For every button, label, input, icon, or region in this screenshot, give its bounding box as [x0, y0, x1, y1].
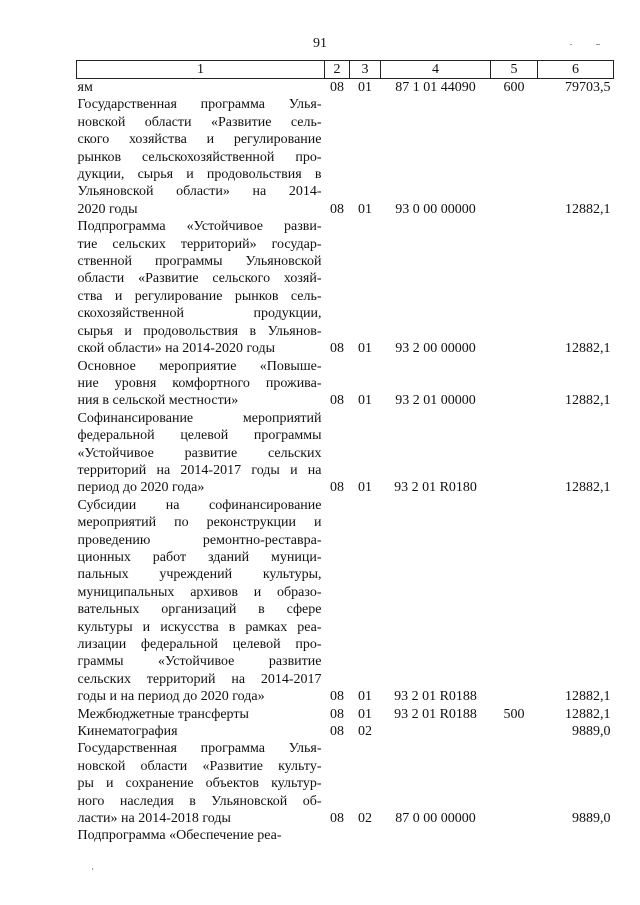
expense-type-code — [491, 740, 538, 827]
table-row — [77, 723, 614, 740]
section-code — [325, 827, 350, 844]
description-line: вательных организаций в сфере — [77, 602, 322, 618]
target-article-code — [381, 723, 491, 740]
section-code: 08 — [330, 689, 344, 705]
description-line: новской области «Развитие культу- — [77, 758, 322, 774]
target-article-code: 93 2 01 R0188 — [394, 689, 477, 705]
target-article-code: 87 0 00 00000 — [395, 811, 476, 827]
column-header-1: 1 — [77, 61, 325, 79]
description-line: культуры и искусства в рамках реа- — [77, 619, 322, 635]
description-line: Субсидии на софинансирование — [77, 497, 322, 513]
description-line: рынков сельскохозяйственной про- — [77, 149, 322, 165]
amount: 9889,0 — [572, 811, 611, 827]
target-article-code: 93 0 00 00000 — [395, 201, 476, 217]
row-description — [77, 723, 325, 740]
target-article-code: 93 2 01 R0180 — [394, 480, 477, 496]
section-code: 08 — [330, 201, 344, 217]
table-header-row — [77, 61, 614, 79]
table-row — [77, 827, 614, 844]
description-line: ласти» на 2014-2018 годы — [77, 811, 231, 827]
description-line: дукции, сырья и продовольствия в — [77, 167, 322, 183]
description-line: ры и сохранение объектов культур- — [77, 776, 322, 792]
table-row — [77, 218, 614, 357]
subsection-code: 01 — [358, 201, 372, 217]
expense-type-code — [491, 96, 538, 218]
scan-speck — [570, 44, 572, 45]
description-line: ственной программы Ульяновской — [77, 254, 322, 270]
description-line: ской области» на 2014-2020 годы — [77, 341, 275, 357]
row-description — [77, 79, 325, 97]
row-description — [77, 497, 325, 706]
target-article-code: 93 2 00 00000 — [395, 341, 476, 357]
description-line: ния в сельской местности» — [77, 393, 239, 409]
column-header-3: 3 — [350, 61, 381, 79]
section-code: 08 — [330, 341, 344, 357]
column-header-6: 6 — [538, 61, 614, 79]
subsection-code: 01 — [358, 706, 372, 722]
table-row — [77, 497, 614, 706]
description-line: период до 2020 года» — [77, 480, 205, 496]
subsection-code: 02 — [358, 811, 372, 827]
scan-speck — [596, 44, 600, 45]
table-row — [77, 358, 614, 410]
description-line: ного наследия в Ульяновской об- — [77, 793, 322, 809]
description-line: ям — [77, 80, 93, 95]
budget-table — [76, 60, 614, 845]
page-number: 91 — [313, 36, 327, 51]
amount: 12882,1 — [565, 689, 611, 705]
subsection-code: 01 — [358, 341, 372, 357]
table-row — [77, 740, 614, 827]
column-header-4: 4 — [381, 61, 491, 79]
description-line: ние уровня комфортного прожива- — [77, 375, 322, 391]
amount: 12882,1 — [565, 201, 611, 217]
column-header-5: 5 — [491, 61, 538, 79]
subsection-code: 01 — [358, 393, 372, 409]
expense-type-code — [491, 497, 538, 706]
section-code: 08 — [330, 724, 344, 740]
expense-type-code: 600 — [503, 80, 525, 95]
expense-type-code — [491, 723, 538, 740]
description-line: Основное мероприятие «Повыше- — [77, 358, 322, 374]
target-article-code: 93 2 01 R0188 — [394, 706, 477, 722]
expense-type-code: 500 — [503, 706, 525, 722]
target-article-code: 87 1 01 44090 — [395, 80, 476, 95]
description-line: федеральной целевой программы — [77, 428, 322, 444]
description-line: годы и на период до 2020 года» — [77, 689, 265, 705]
description-line: Подпрограмма «Устойчивое разви- — [77, 219, 322, 235]
section-code: 08 — [330, 80, 344, 95]
expense-type-code — [491, 358, 538, 410]
description-line: сырья и продовольствия в Ульянов- — [77, 323, 322, 339]
description-line: 2020 годы — [77, 201, 138, 217]
description-line: Государственная программа Улья- — [77, 97, 322, 113]
description-line: Межбюджетные трансферты — [77, 706, 249, 722]
description-line: Кинематография — [77, 724, 178, 740]
amount: 12882,1 — [565, 706, 611, 722]
amount: 12882,1 — [565, 393, 611, 409]
description-line: Ульяновской области» на 2014- — [77, 184, 322, 200]
table-row — [77, 96, 614, 218]
row-description — [77, 827, 325, 844]
description-line: Софинансирование мероприятий — [77, 410, 322, 426]
scan-speck — [92, 868, 93, 870]
table-row — [77, 79, 614, 97]
target-article-code: 93 2 01 00000 — [395, 393, 476, 409]
description-line: Государственная программа Улья- — [77, 741, 322, 757]
subsection-code — [350, 827, 381, 844]
section-code: 08 — [330, 811, 344, 827]
row-description — [77, 96, 325, 218]
description-line: муниципальных архивов и образо- — [77, 584, 322, 600]
description-line: Подпрограмма «Обеспечение реа- — [77, 828, 282, 844]
subsection-code: 01 — [358, 480, 372, 496]
description-line: мероприятий по реконструкции и — [77, 515, 322, 531]
description-line: скохозяйственной продукции, — [77, 306, 322, 322]
amount: 12882,1 — [565, 480, 611, 496]
amount — [538, 827, 614, 844]
amount: 9889,0 — [572, 724, 611, 740]
section-code: 08 — [330, 480, 344, 496]
row-description — [77, 740, 325, 827]
section-code: 08 — [330, 706, 344, 722]
subsection-code: 02 — [358, 724, 372, 740]
description-line: проведению ремонтно-реставра- — [77, 532, 322, 548]
row-description — [77, 706, 325, 723]
description-line: «Устойчивое развитие сельских — [77, 445, 322, 461]
expense-type-code — [491, 410, 538, 497]
target-article-code — [381, 827, 491, 844]
description-line: области «Развитие сельского хозяй- — [77, 271, 322, 287]
row-description — [77, 218, 325, 357]
amount: 12882,1 — [565, 341, 611, 357]
subsection-code: 01 — [358, 80, 372, 95]
description-line: граммы «Устойчивое развитие — [77, 654, 322, 670]
column-header-2: 2 — [325, 61, 350, 79]
expense-type-code — [491, 218, 538, 357]
description-line: ского хозяйства и регулирование — [77, 132, 322, 148]
row-description — [77, 358, 325, 410]
description-line: новской области «Развитие сель- — [77, 114, 322, 130]
expense-type-code — [491, 827, 538, 844]
description-line: лизации федеральной целевой про- — [77, 637, 322, 652]
description-line: ства и регулирование рынков сель- — [77, 288, 322, 304]
description-line: ционных работ зданий муници- — [77, 549, 322, 565]
description-line: территорий на 2014-2017 годы и на — [77, 462, 322, 478]
amount: 79703,5 — [565, 80, 611, 95]
description-line: сельских территорий на 2014-2017 — [77, 671, 322, 687]
table-row — [77, 410, 614, 497]
row-description — [77, 410, 325, 497]
section-code: 08 — [330, 393, 344, 409]
subsection-code: 01 — [358, 689, 372, 705]
table-row — [77, 706, 614, 723]
description-line: пальных учреждений культуры, — [77, 567, 322, 583]
description-line: тие сельских территорий» государ- — [77, 236, 322, 252]
